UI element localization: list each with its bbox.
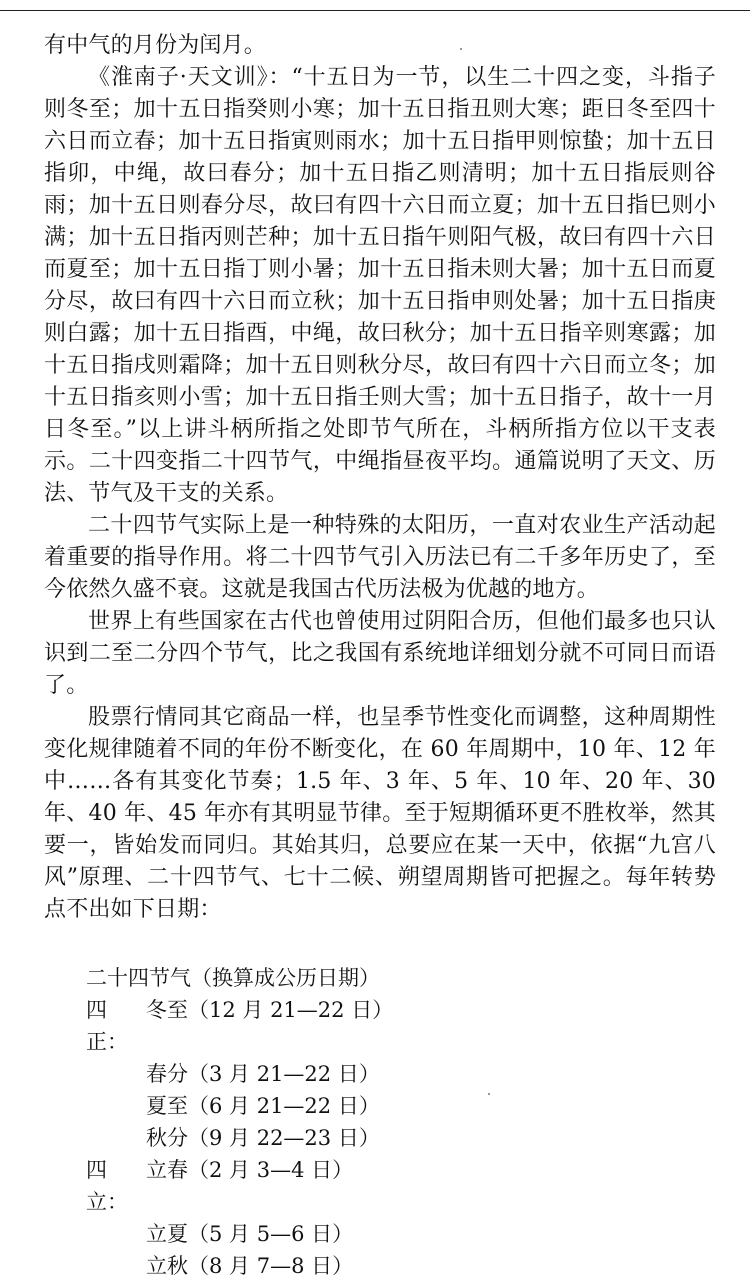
solar-terms-list xyxy=(86,962,716,1282)
list-item xyxy=(86,1250,716,1282)
list-item-text: 立秋（8 月 7—8 日） xyxy=(146,1254,354,1278)
list-item xyxy=(86,1058,716,1090)
scan-speck xyxy=(488,1093,490,1095)
scan-speck xyxy=(460,48,462,50)
paragraph-2: 《淮南子·天文训》：“十五日为一节，以生二十四之变，斗指子则冬至；加十五日指癸则小寒；加十五日指丑则大寒；距日冬至四十六日而立春；加十五日指寅则雨水；加十五日指甲则惊蛰；加十五日指卯，中绳，故曰春分；加十五日指乙则清明；加十五日指辰则谷雨；加十五日则春分尽，故曰有四十六日而立夏；加十五日指巳则小满；加十五日指丙则芒种；加十五日指午则阳气极，故曰有四十六日而夏至；加十五日指丁则小暑；加十五日指未则大暑；加十五日而夏分尽，故曰有四十六日而立秋；加十五日指申则处暑；加十五日指庚则白露；加十五日指酉，中绳，故曰秋分；加十五日指辛则寒露；加十五日指戌则霜降；加十五日则秋分尽，故曰有四十六日而立冬；加十五日指亥则小雪；加十五日指壬则大雪；加十五日指子，故十一月日冬至。”以上讲斗柄所指之处即节气所在，斗柄所指方位以干支表示。二十四变指二十四节气，中绳指昼夜平均。通篇说明了天文、历法、节气及干支的关系。 xyxy=(44,65,716,506)
list-item-text: 立春（2 月 3—4 日） xyxy=(146,1158,354,1182)
top-rule xyxy=(0,10,750,11)
group-four-li xyxy=(86,1154,716,1282)
list-item xyxy=(86,1154,716,1218)
list-item-text: 立夏（5 月 5—6 日） xyxy=(146,1222,354,1246)
group-four-zheng xyxy=(86,994,716,1154)
group-label: 四正： xyxy=(86,998,128,1054)
paragraph-5: 股票行情同其它商品一样，也呈季节性变化而调整，这种周期性变化规律随着不同的年份不断变化，在 60 年周期中，10 年、12 年中……各有其变化节奏；1.5 年、3 年、5 年、10 年、20 年、30 年、40 年、45 年亦有其明显节律。至于短期循环更不胜枚举，然其要一，皆始发而同归。其始其归，总要应在某一天中，依据“九宫八风”原理、二十四节气、七十二候、朔望周期皆可把握之。每年转势点不出如下日期： xyxy=(44,705,716,922)
list-item-text: 秋分（9 月 22—23 日） xyxy=(146,1126,380,1150)
list-item xyxy=(86,1218,716,1250)
list-item xyxy=(86,1122,716,1154)
paragraph-1: 有中气的月份为闰月。 xyxy=(44,33,267,58)
paragraph-3: 二十四节气实际上是一种特殊的太阳历，一直对农业生产活动起着重要的指导作用。将二十四节气引入历法已有二千多年历史了，至今依然久盛不衰。这就是我国古代历法极为优越的地方。 xyxy=(44,513,716,602)
list-item-text: 春分（3 月 21—22 日） xyxy=(146,1062,380,1086)
list-item-text: 冬至（12 月 21—22 日） xyxy=(146,998,394,1022)
list-item xyxy=(86,1090,716,1122)
group-label: 四立： xyxy=(86,1158,128,1214)
paragraph-4: 世界上有些国家在古代也曾使用过阴阳合历，但他们最多也只认识到二至二分四个节气，比之我国有系统地详细划分就不可同日而语了。 xyxy=(44,609,716,698)
list-item xyxy=(86,994,716,1058)
list-title: 二十四节气（换算成公历日期） xyxy=(86,966,380,990)
list-item-text: 夏至（6 月 21—22 日） xyxy=(146,1094,380,1118)
page-body xyxy=(44,30,716,1282)
